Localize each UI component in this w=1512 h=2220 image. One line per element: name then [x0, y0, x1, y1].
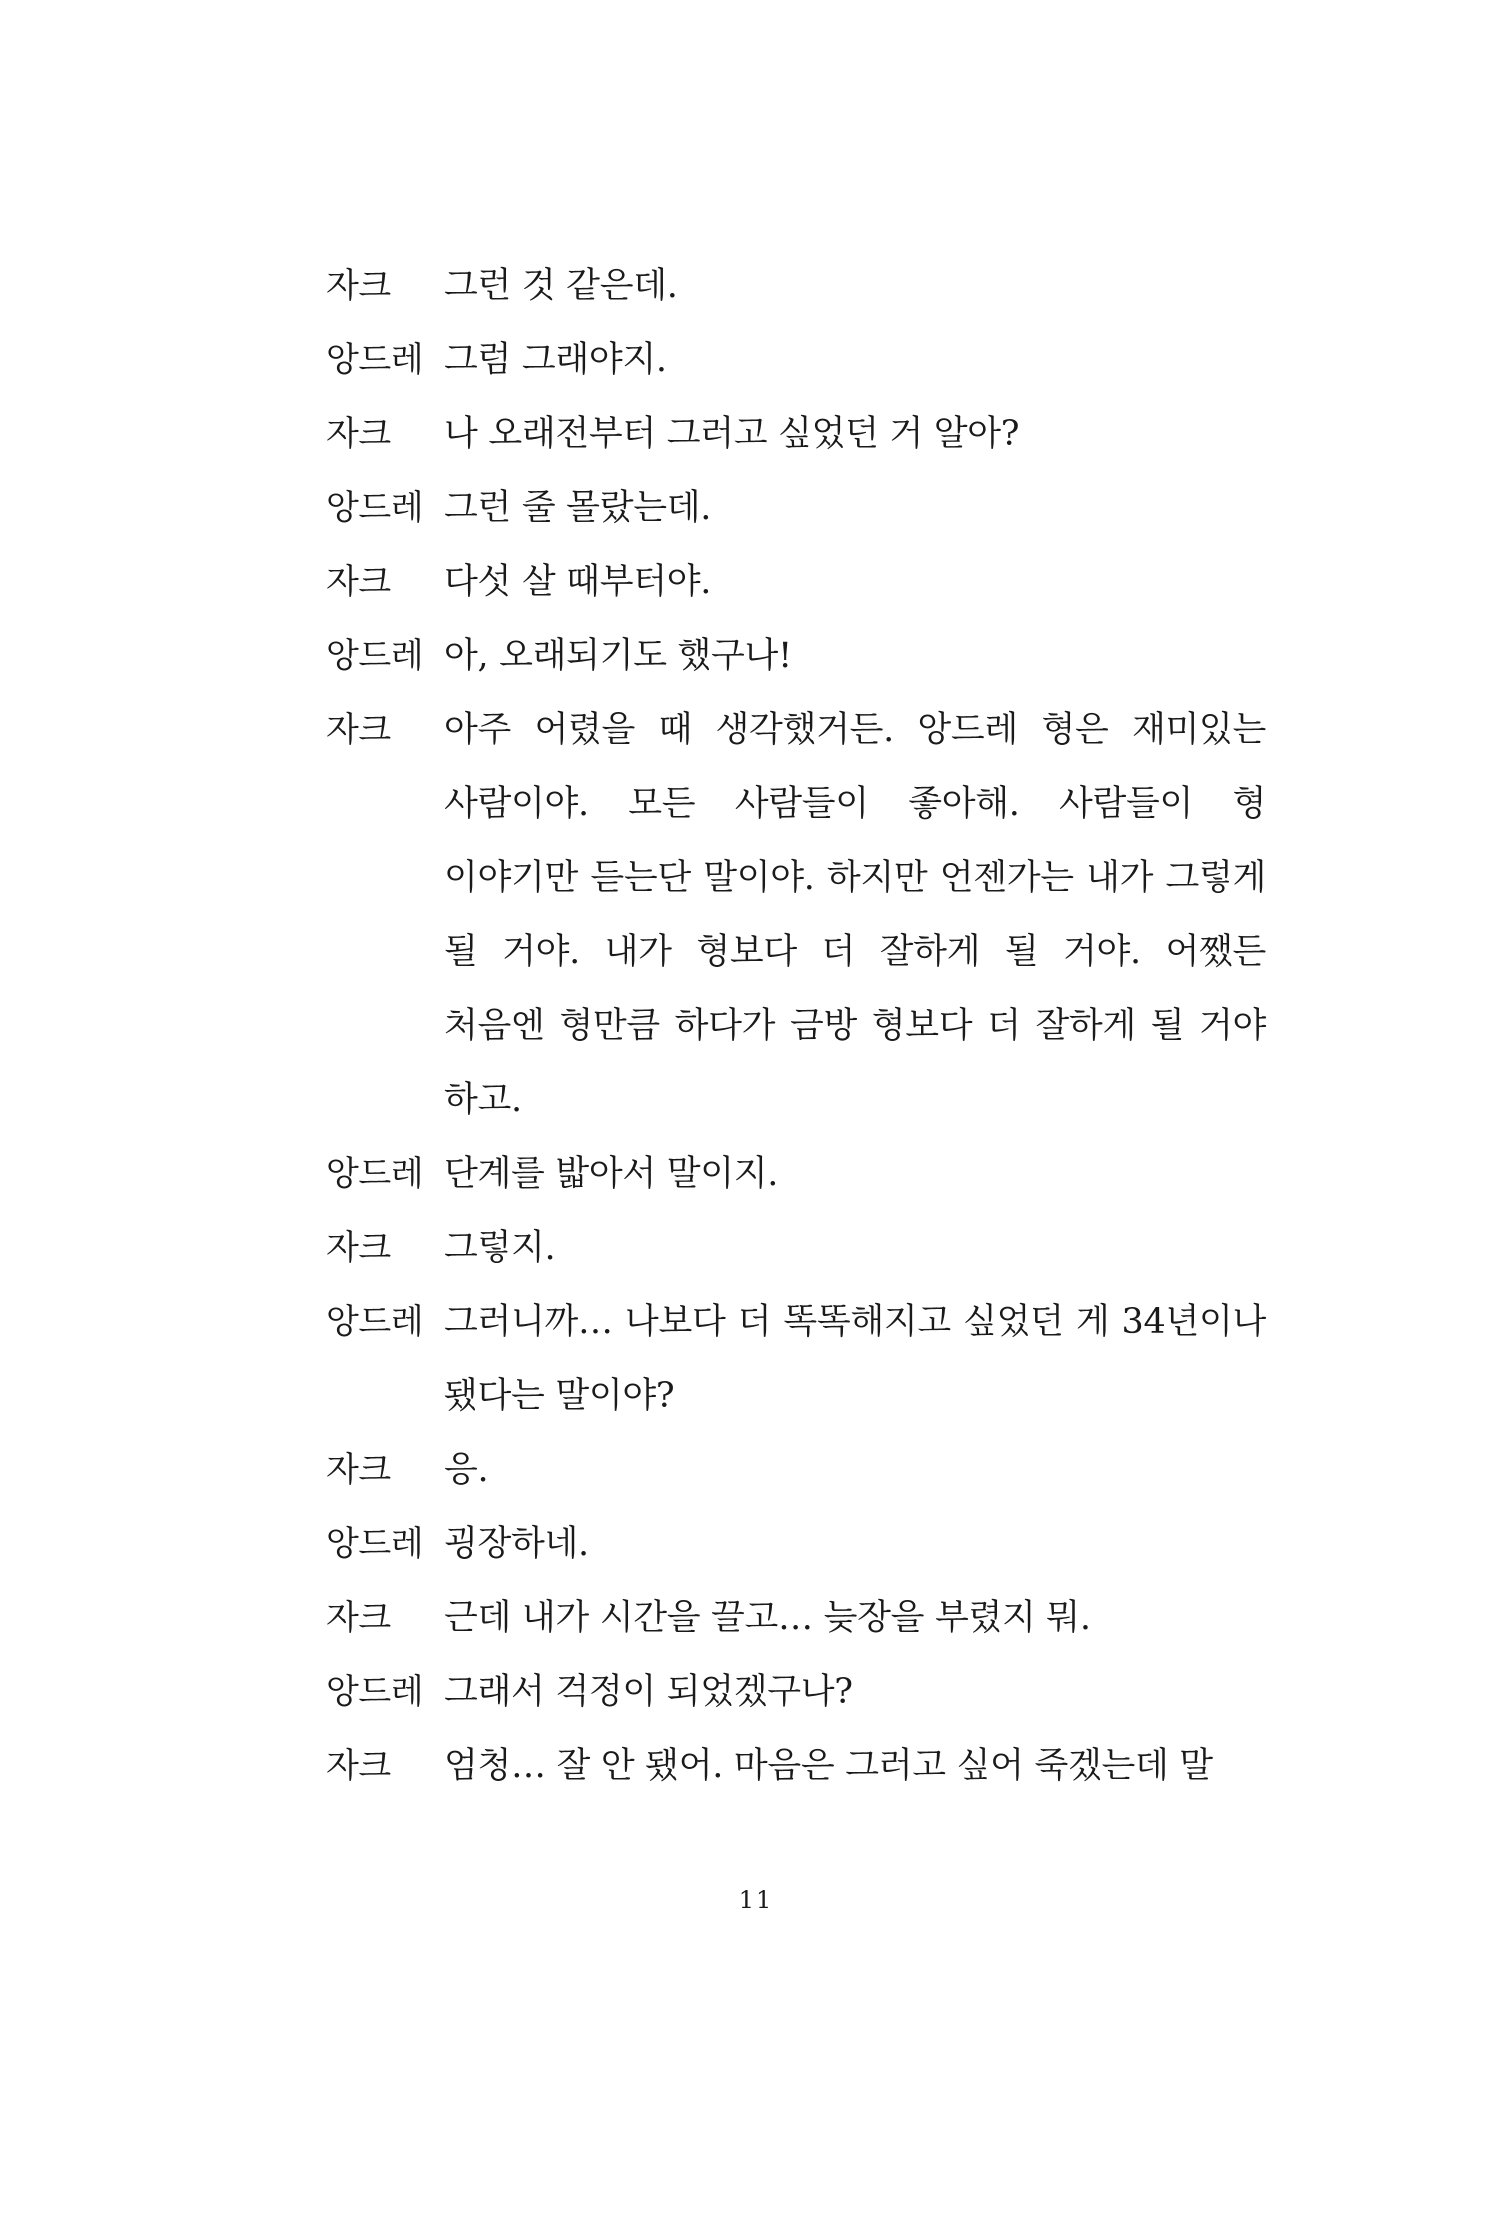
page-number: 11 — [738, 1886, 774, 1914]
dialogue-line — [326, 323, 1266, 397]
speaker-name: 앙드레 — [326, 636, 424, 676]
dialogue-block — [326, 249, 1266, 1803]
dialogue-line — [326, 1581, 1266, 1655]
dialogue-line — [326, 397, 1266, 471]
dialogue-text: 근데 내가 시간을 끌고… 늦장을 부렸지 뭐. — [444, 1598, 1091, 1638]
speaker-name: 앙드레 — [326, 1524, 424, 1564]
speaker-name: 앙드레 — [326, 488, 424, 528]
dialogue-text: 다섯 살 때부터야. — [444, 562, 712, 602]
dialogue-text: 아, 오래되기도 했구나! — [444, 636, 792, 676]
dialogue-text: 응. — [444, 1450, 489, 1490]
speaker-name: 앙드레 — [326, 340, 424, 380]
speaker-name: 자크 — [326, 1450, 391, 1490]
speaker-name: 자크 — [326, 1228, 391, 1268]
dialogue-line — [326, 1433, 1266, 1507]
dialogue-line — [326, 1137, 1266, 1211]
speaker-name: 자크 — [326, 1598, 391, 1638]
dialogue-line — [326, 1729, 1266, 1803]
speaker-name: 자크 — [326, 266, 391, 306]
dialogue-line — [326, 249, 1266, 323]
speaker-name: 자크 — [326, 710, 391, 750]
speaker-name: 자크 — [326, 1746, 391, 1786]
speaker-name: 앙드레 — [326, 1302, 424, 1342]
dialogue-line — [326, 1211, 1266, 1285]
dialogue-line — [326, 545, 1266, 619]
dialogue-text: 단계를 밟아서 말이지. — [444, 1154, 779, 1194]
dialogue-text: 그러니까… 나보다 더 똑똑해지고 싶었던 게 34년이나 됐다는 말이야? — [444, 1302, 1266, 1416]
dialogue-text: 엄청… 잘 안 됐어. 마음은 그러고 싶어 죽겠는데 말 — [444, 1746, 1213, 1786]
dialogue-text: 굉장하네. — [444, 1524, 589, 1564]
dialogue-text: 그렇지. — [444, 1228, 556, 1268]
dialogue-text: 그래서 걱정이 되었겠구나? — [444, 1672, 853, 1712]
speaker-name: 자크 — [326, 414, 391, 454]
speaker-name: 앙드레 — [326, 1672, 424, 1712]
dialogue-line — [326, 471, 1266, 545]
dialogue-line — [326, 693, 1266, 1137]
dialogue-text: 그런 줄 몰랐는데. — [444, 488, 712, 528]
dialogue-line — [326, 1655, 1266, 1729]
dialogue-line — [326, 619, 1266, 693]
dialogue-line — [326, 1285, 1266, 1433]
dialogue-line — [326, 1507, 1266, 1581]
dialogue-text: 그런 것 같은데. — [444, 266, 678, 306]
speaker-name: 자크 — [326, 562, 391, 602]
speaker-name: 앙드레 — [326, 1154, 424, 1194]
dialogue-text: 그럼 그래야지. — [444, 340, 667, 380]
dialogue-text: 나 오래전부터 그러고 싶었던 거 알아? — [444, 414, 1020, 454]
dialogue-text: 아주 어렸을 때 생각했거든. 앙드레 형은 재미있는 사람이야. 모든 사람들이 좋아해. 사람들이 형 이야기만 듣는단 말이야. 하지만 언젠가는 내가 그렇게 될 거야. 내가 형보다 더 잘하게 될 거야. 어쨌든 처음엔 형만큼 하다가 금방 형보다 더 잘하게 될 거야 하고. — [444, 710, 1266, 1120]
